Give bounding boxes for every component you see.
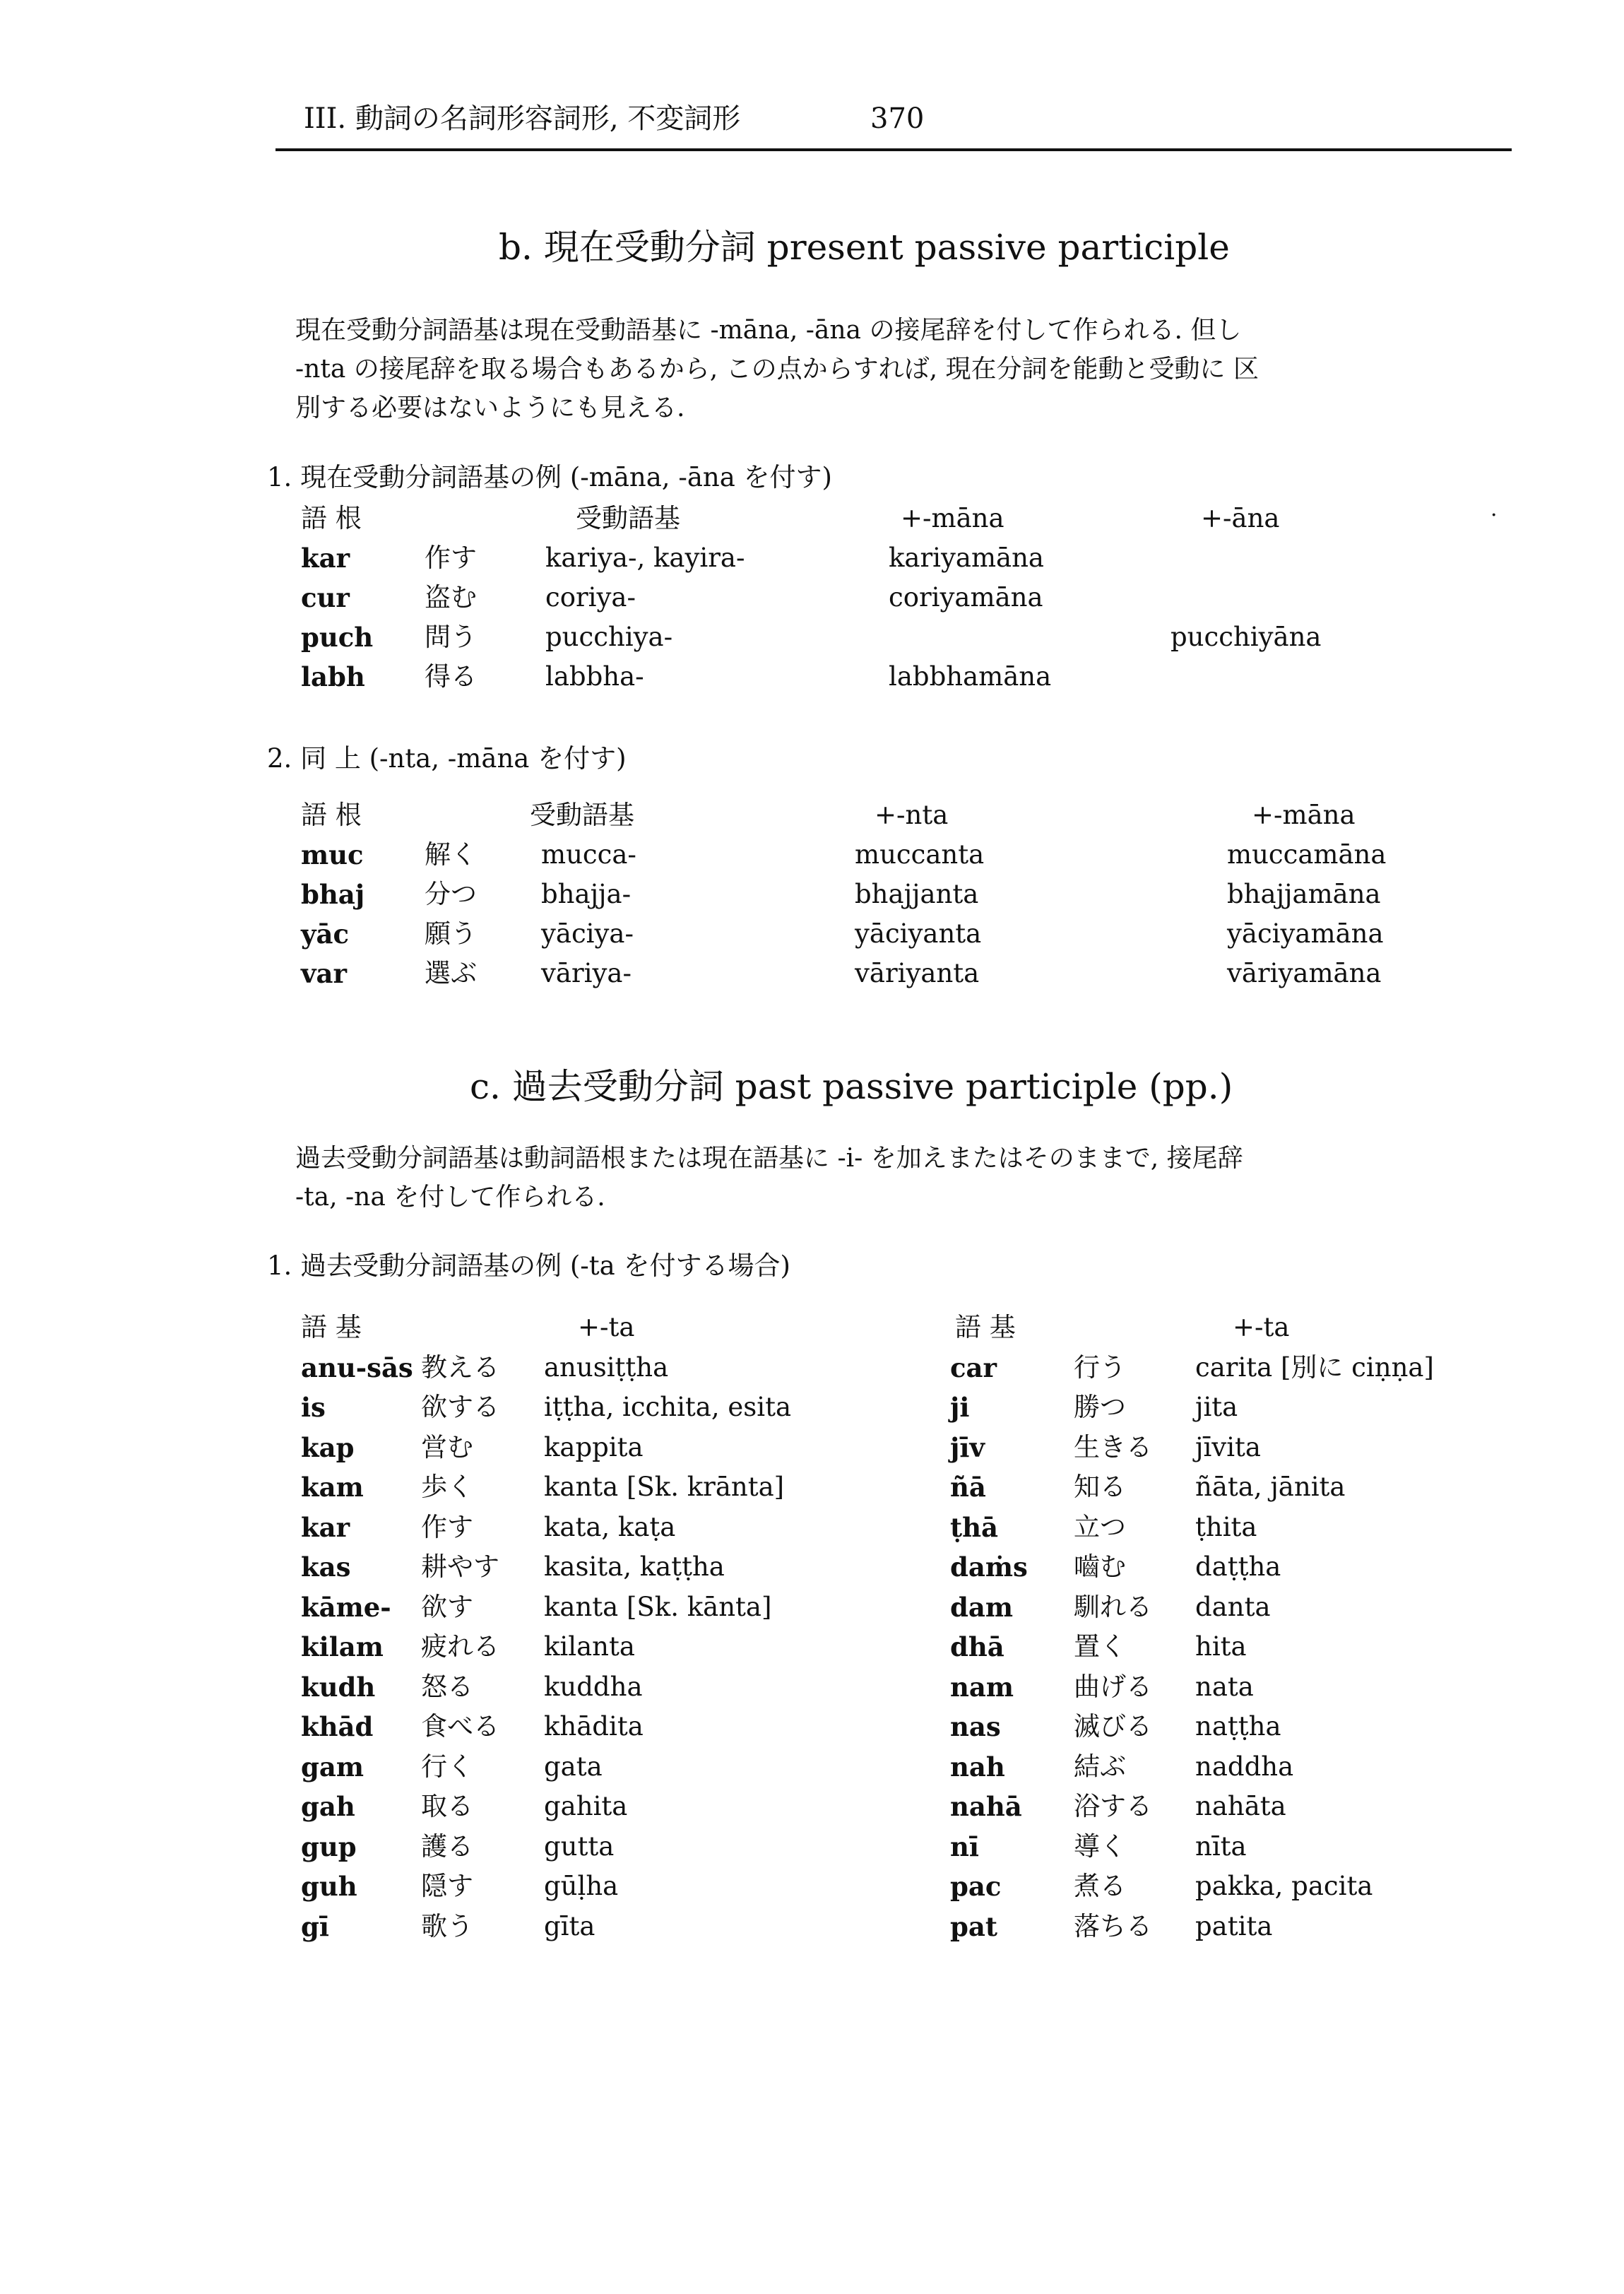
table-cell-mana: kariyamāna [889,543,1044,573]
table-cell-gloss: 食べる [421,1711,499,1742]
table-cell-root: nah [950,1751,1005,1782]
table-cell-gloss: 行う [1074,1352,1126,1383]
table-cell-gloss: 盗む [425,582,477,613]
table-cell-stem: vāriya- [541,958,632,988]
table-cell-gloss: 隠す [421,1871,473,1901]
table-cell-mana: coriyamāna [889,582,1043,613]
section-b-paragraph [295,311,1510,427]
table-cell-gloss: 導く [1074,1831,1126,1862]
table-cell-gloss: 煮る [1074,1871,1126,1901]
table-cell-root: labh [301,661,365,692]
table-cell-gloss: 願う [425,918,477,949]
table-cell-root: guh [301,1871,357,1902]
table-cell-root: var [301,958,347,989]
table-cell-gloss: 分つ [425,879,477,909]
table-cell-stem: bhajja- [541,879,632,909]
table-cell-root: dam [950,1592,1013,1623]
table-cell-form: iṭṭha, icchita, esita [544,1392,792,1422]
table-cell-form: gīta [544,1911,595,1941]
table-cell-form: daṭṭha [1195,1551,1281,1582]
table-cell-form: ṭhita [1195,1512,1257,1542]
table-cell-form: naṭṭha [1195,1711,1281,1742]
table-cell-form: jita [1195,1392,1238,1422]
table-cell-root: gī [301,1911,329,1942]
table-cell-gloss: 行く [421,1751,473,1782]
table-cell-root: kam [301,1472,364,1503]
list-b2-heading: 2. 同 上 (-nta, -māna を付す) [267,743,627,774]
table-cell-gloss: 滅びる [1074,1711,1152,1742]
table-cell-form: pakka, pacita [1195,1871,1373,1901]
table-cell-root: pat [950,1911,997,1942]
table-cell-mana: muccamāna [1227,839,1387,870]
table-cell-mana: labbhamāna [889,661,1052,692]
table-cell-form: gata [544,1751,603,1782]
table-cell-root: cur [301,582,350,613]
table-cell-form: jīvita [1195,1432,1261,1462]
table-cell-root: nam [950,1672,1014,1703]
table-cell-root: kap [301,1432,355,1463]
table-cell-form: kuddha [544,1672,643,1702]
list-c1-heading: 1. 過去受動分詞語基の例 (-ta を付する場合) [267,1251,790,1281]
table-cell-root: puch [301,622,374,653]
table-cell-gloss: 立つ [1074,1512,1126,1542]
paragraph-line: -nta の接尾辞を取る場合もあるから, この点からすれば, 現在分詞を能動と受動に 区 [295,355,1259,384]
table-cell-gloss: 欲す [421,1592,473,1622]
table-cell-root: gam [301,1751,364,1782]
header-rule [275,148,1512,151]
table-cell-form: gūḷha [544,1871,619,1901]
column-header: 受動語基 [530,800,634,830]
table-cell-root: ṭhā [950,1512,998,1543]
section-c-heading: c. 過去受動分詞 past passive participle (pp.) [470,1066,1233,1107]
table-cell-ana: pucchiyāna [1170,622,1322,652]
column-header: +-āna [1201,503,1280,533]
table-cell-form: kilanta [544,1631,635,1662]
column-header: 受動語基 [576,503,680,533]
table-cell-gloss: 作す [421,1512,473,1542]
table-cell-nta: yāciyanta [855,918,982,949]
table-cell-nta: vāriyanta [855,958,980,988]
table-cell-gloss: 浴する [1074,1791,1152,1821]
table-cell-stem: mucca- [541,839,636,870]
table-cell-root: daṁs [950,1551,1028,1583]
list-b1-heading: 1. 現在受動分詞語基の例 (-māna, -āna を付す) [267,462,832,492]
table-cell-gloss: 知る [1074,1472,1126,1502]
table-cell-gloss: 曲げる [1074,1672,1152,1702]
table-cell-stem: yāciya- [541,918,634,949]
table-cell-gloss: 取る [421,1791,473,1821]
column-header: +-ta [578,1312,635,1342]
table-cell-root: pac [950,1871,1002,1902]
table-cell-form: gutta [544,1831,615,1862]
table-cell-mana: yāciyamāna [1227,918,1384,949]
table-cell-root: nas [950,1711,1001,1742]
table-cell-nta: bhajjanta [855,879,979,909]
table-cell-form: kanta [Sk. krānta] [544,1472,785,1502]
stray-dot: · [1490,503,1498,528]
table-cell-gloss: 馴れる [1074,1592,1152,1622]
table-cell-root: kāme- [301,1592,391,1623]
table-cell-form: kanta [Sk. kānta] [544,1592,772,1622]
table-cell-form: nahāta [1195,1791,1286,1821]
table-cell-form: ñāta, jānita [1195,1472,1346,1502]
table-cell-mana: vāriyamāna [1227,958,1382,988]
table-cell-form: nata [1195,1672,1254,1702]
table-cell-gloss: 歩く [421,1472,473,1502]
table-cell-form: naddha [1195,1751,1294,1782]
table-cell-gloss: 落ちる [1074,1911,1152,1941]
table-cell-root: is [301,1392,326,1423]
table-cell-form: kata, kaṭa [544,1512,676,1542]
table-cell-gloss: 得る [425,661,477,692]
table-cell-form: anusiṭṭha [544,1352,669,1383]
running-header [275,97,1512,147]
table-cell-form: carita [別に ciṇṇa] [1195,1352,1434,1383]
column-header: 語 基 [955,1312,1016,1342]
table-cell-root: kar [301,1512,350,1543]
table-cell-root: kilam [301,1631,384,1662]
table-cell-gloss: 耕やす [421,1551,499,1582]
table-cell-root: anu-sās [301,1352,413,1383]
table-cell-form: patita [1195,1911,1273,1941]
table-cell-gloss: 問う [425,622,477,652]
table-cell-gloss: 選ぶ [425,958,477,988]
paragraph-line: -ta, -na を付して作られる. [295,1183,605,1212]
table-cell-form: kappita [544,1432,644,1462]
table-cell-gloss: 欲する [421,1392,499,1422]
table-cell-root: gup [301,1831,357,1862]
column-header: +-ta [1233,1312,1290,1342]
table-cell-root: nī [950,1831,979,1862]
column-header: +-māna [901,503,1004,533]
table-cell-stem: coriya- [545,582,636,613]
table-cell-root: jīv [950,1432,985,1463]
table-cell-root: nahā [950,1791,1022,1822]
table-cell-gloss: 結ぶ [1074,1751,1126,1782]
section-c-paragraph [295,1139,1510,1217]
column-header: 語 根 [301,800,362,830]
paragraph-line: 現在受動分詞語基は現在受動語基に -māna, -āna の接尾辞を付して作られる. 但し [295,316,1242,345]
table-cell-root: ñā [950,1472,986,1503]
table-cell-root: dhā [950,1631,1004,1662]
column-header: +-māna [1252,800,1356,830]
table-cell-gloss: 解く [425,839,477,870]
paragraph-line: 別する必要はないようにも見える. [295,394,685,422]
table-cell-form: hita [1195,1631,1247,1662]
table-cell-root: kudh [301,1672,376,1703]
table-cell-form: gahita [544,1791,628,1821]
page-number: 370 [870,102,925,135]
table-cell-form: khādita [544,1711,644,1742]
table-cell-gloss: 生きる [1074,1432,1152,1462]
table-cell-gloss: 作す [425,543,477,573]
chapter-title: III. 動詞の名詞形容詞形, 不変詞形 [304,102,741,135]
table-cell-stem: pucchiya- [545,622,673,652]
table-cell-gloss: 疲れる [421,1631,499,1662]
table-cell-root: ji [950,1392,970,1423]
table-cell-root: muc [301,839,364,870]
table-cell-nta: muccanta [855,839,985,870]
table-cell-form: nīta [1195,1831,1247,1862]
table-cell-form: danta [1195,1592,1271,1622]
table-cell-mana: bhajjamāna [1227,879,1381,909]
table-cell-root: gah [301,1791,355,1822]
table-cell-gloss: 護る [421,1831,473,1862]
table-cell-gloss: 置く [1074,1631,1126,1662]
table-cell-gloss: 歌う [421,1911,473,1941]
table-cell-root: bhaj [301,879,365,910]
column-header: +-nta [875,800,949,830]
column-header: 語 根 [301,503,362,533]
table-cell-root: kas [301,1551,351,1583]
section-b-heading: b. 現在受動分詞 present passive participle [499,227,1230,268]
table-cell-gloss: 教える [421,1352,499,1383]
column-header: 語 基 [301,1312,362,1342]
table-cell-gloss: 営む [421,1432,473,1462]
table-cell-stem: labbha- [545,661,644,692]
table-cell-root: khād [301,1711,374,1742]
table-cell-form: kasita, kaṭṭha [544,1551,725,1582]
paragraph-line: 過去受動分詞語基は動詞語根または現在語基に -i- を加えまたはそのままで, 接尾辞 [295,1144,1243,1173]
table-cell-gloss: 怒る [421,1672,473,1702]
table-cell-gloss: 勝つ [1074,1392,1126,1422]
table-cell-root: car [950,1352,997,1383]
table-cell-root: kar [301,543,350,574]
table-cell-stem: kariya-, kayira- [545,543,745,573]
table-cell-gloss: 嚙む [1074,1551,1126,1582]
table-cell-root: yāc [301,918,350,950]
